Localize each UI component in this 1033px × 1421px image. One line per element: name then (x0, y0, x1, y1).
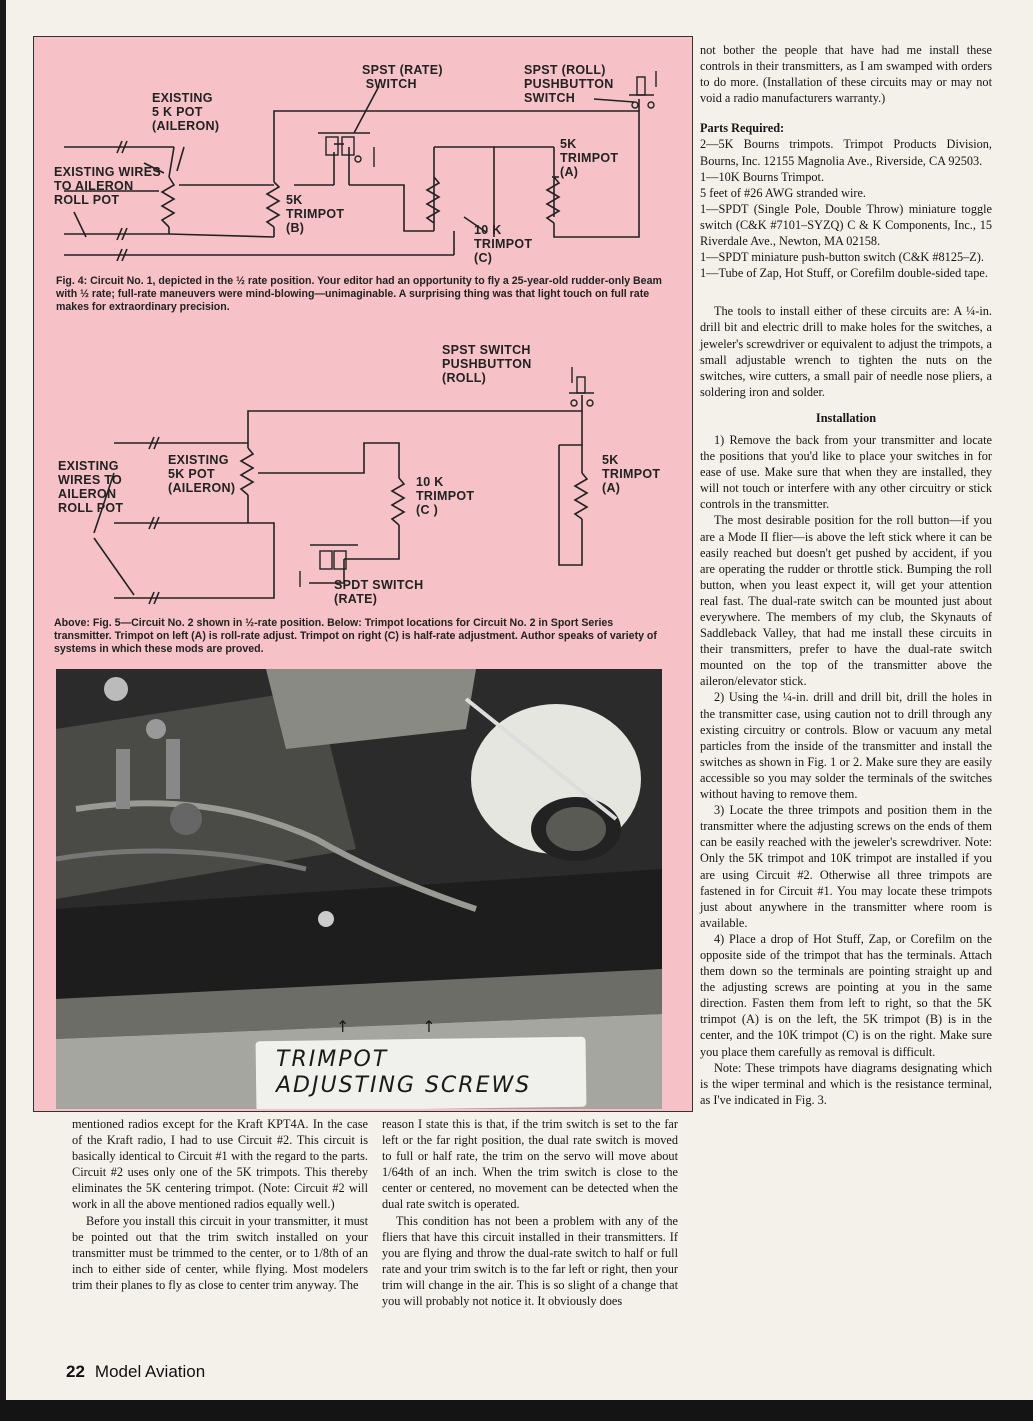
page-footer (66, 1362, 205, 1382)
list-item: 1—Tube of Zap, Hot Stuff, or Corefilm double-sided tape. (700, 266, 988, 281)
fig4-label-existing-pot: EXISTING 5 K POT (AILERON) (152, 91, 220, 133)
fig5-label-spst-push: SPST SWITCH PUSHBUTTON (ROLL) (442, 343, 532, 385)
fig5-label-existing-pot: EXISTING 5K POT (AILERON) (168, 453, 236, 495)
list-item: 5 feet of #26 AWG stranded wire. (700, 185, 866, 200)
fig5-circuit-diagram (34, 333, 692, 665)
fig4-circuit-diagram (34, 37, 692, 327)
paragraph: 1) Remove the back from your transmitter and locate the positions that you'd like to place your switches in for ease of use. Make sure that when they are installed, they will not touch or interfere with any other circuitry or stick controls in the transmitter. (700, 432, 992, 512)
paragraph: 3) Locate the three trimpots and position them in the transmitter where the adjusting screws on the ends of them can be easily reached with the jeweler's screwdriver. Note: Only the 5K trimpot and 10K trimpot are installed if you are using Circuit #2. Otherwise all three trimpots are fastened in for Circuit #1. You may locate these trimpots just about anywhere in the transmitter where room is available. (700, 803, 992, 930)
paragraph: Note: These trimpots have diagrams designating which is the wiper terminal and which is the resistance terminal, as I've indicated in Fig. 3. (700, 1060, 992, 1107)
fig5-label-trimpot-a: 5K TRIMPOT (A) (602, 453, 661, 495)
magazine-page (6, 0, 1033, 1400)
fig4-label-trimpot-c: 10 K TRIMPOT (C) (474, 223, 533, 265)
fig5-label-spdt-rate: SPDT SWITCH (RATE) (334, 578, 424, 606)
fig5-label-trimpot-c: 10 K TRIMPOT (C ) (416, 475, 475, 517)
page-number: 22 (66, 1362, 85, 1381)
paragraph: 4) Place a drop of Hot Stuff, Zap, or Corefilm on the opposite side of the trimpot that has the terminals. Attach them down so the terminals are pointing straight up and the adjusting screws are pointing at you in the same direction. Fasten them from left to right, so that the 5K trimpot (A) is on the left, the 5K trimpot (B) is in the center, and the 10K trimpot (C) is on the right. Make sure you place them carefully as removal is difficult. (700, 931, 992, 1059)
paragraph: Before you install this circuit in your transmitter, it must be pointed out that the trim switch installed on your transmitter must be trimmed to the center, or to 1/8th of an inch to either side of center, while flying. Most modelers trim their planes to fly as close to center trim anyway. The (72, 1213, 368, 1292)
paragraph: The most desirable position for the roll button—if you are a Mode II flier—is above the left stick where it can be easily reached but doesn't get pushed by accident, if you are operating the rudder or throttle stick. Bumping the roll button, when you least expect it, will get your attention real fast. The dual-rate switch can be mounted just about everywhere. The members of my club, the Skynauts of Saddleback Valley, that had me install these circuits in their transmitters, prefer to have the dual-rate switch mounted on the top of the transmitter above the aileron/elevator stick. (700, 513, 992, 689)
paragraph: The tools to install either of these circuits are: A ¼-in. drill bit and electric drill to make holes for the switches, a jeweler's screwdriver or equivalent to adjust the trimpots, a small adjustable wrench to tighten the nuts on the switches, wire cutters, a small pair of needle nose pliers, a soldering iron and solder. (700, 304, 992, 399)
fig4-label-spst-roll: SPST (ROLL) PUSHBUTTON SWITCH (524, 63, 614, 105)
bottom-left-column (72, 1116, 368, 1293)
paragraph: reason I state this is that, if the trim switch is set to the far left or the far right position, the dual rate switch is moved to full or half rate, the trim on the servo will move about 1/64th of an inch. When the trim switch is close to the center or centered, no movement can be detected when the dual rate switch is operated. (382, 1117, 678, 1212)
paragraph: This condition has not been a problem with any of the fliers that have this circuit installed in their transmitters. If you are flying and throw the dual-rate switch to half or full rate and your trim switch is to the far left or right, then your trim will change in the air. This is so slight of a change that you will probably not notice it. It obviously does (382, 1213, 678, 1309)
fig5-label-existing-wires: EXISTING WIRES TO AILERON ROLL POT (58, 459, 124, 515)
figure-panel (33, 36, 693, 1112)
bottom-middle-column (382, 1116, 678, 1309)
fig4-label-spst-rate: SPST (RATE) SWITCH (362, 63, 443, 91)
magazine-name: Model Aviation (94, 1362, 206, 1381)
fig5-caption: Above: Fig. 5—Circuit No. 2 shown in ½-rate position. Below: Trimpot locations for Circuit No. 2 in Sport Series transmitter. Trimpot on left (A) is roll-rate adjust. Trimpot on right (C) is half-rate adjustment. Author speaks of variety of systems in which these mods are proved. (54, 617, 657, 655)
scan-border (0, 1400, 1033, 1421)
handwritten-adjusting-screws: ADJUSTING SCREWS (276, 1073, 532, 1098)
fig4-caption: Fig. 4: Circuit No. 1, depicted in the ½ rate position. Your editor had an opportunity to fly a 25-year-old rudder-only Beam with ½ rate; full-rate maneuvers were mind-blowing—unimaginable. A surprising thing was that light touch on full rate makes for extraordinary precision. (56, 275, 662, 313)
label-arrows: ↑ ↑ (336, 1017, 438, 1036)
right-column (700, 42, 992, 1108)
list-item: 1—SPDT (Single Pole, Double Throw) miniature toggle switch (C&K #7101–SYZQ) C & K Components, Inc., 15 Riverdale Ave., Newton, MA 02158. (700, 201, 992, 249)
parts-heading: Parts Required: (700, 121, 785, 136)
installation-heading: Installation (815, 410, 877, 425)
handwritten-trimpot: TRIMPOT (276, 1047, 389, 1072)
list-item: 1—10K Bourns Trimpot. (700, 169, 825, 184)
paragraph: 2) Using the ¼-in. drill and drill bit, drill the holes in the transmitter case, using caution not to drill through any existing circuitry or controls. Blow or vacuum any metal particles from the inside of the transmitter and install the switches as shown in Fig. 1 or 2. Make sure they are easily accessible so you may solder the terminals of the switches without having to remove them. (700, 690, 992, 802)
fig4-label-trimpot-a: 5K TRIMPOT (A) (560, 137, 619, 179)
list-item: 1—SPDT miniature push-button switch (C&K #8125–Z). (700, 250, 984, 265)
paragraph: not bother the people that have had me install these controls in their transmitters, as I am swamped with orders to do more. (Installation of these circuits may or may not void a radio manufacturers warranty.) (700, 43, 992, 106)
list-item: 2—5K Bourns trimpots. Trimpot Products Division, Bourns, Inc. 12155 Magnolia Ave., Riverside, CA 92503. (700, 137, 992, 168)
paragraph: mentioned radios except for the Kraft KPT4A. In the case of the Kraft radio, I had to use Circuit #2. This circuit is basically identical to Circuit #1 with the regard to the parts. Circuit #2 uses only one of the 5K trimpots. This thereby eliminates the 5K centering trimpot. (Note: Circuit #2 will work in all the above mentioned radios equally well.) (72, 1117, 368, 1212)
trimpot-photo (56, 669, 662, 1109)
parts-list (700, 136, 992, 281)
fig4-label-existing-wires: EXISTING WIRES TO AILERON ROLL POT (54, 165, 161, 207)
fig4-label-trimpot-b: 5K TRIMPOT (B) (286, 193, 345, 235)
